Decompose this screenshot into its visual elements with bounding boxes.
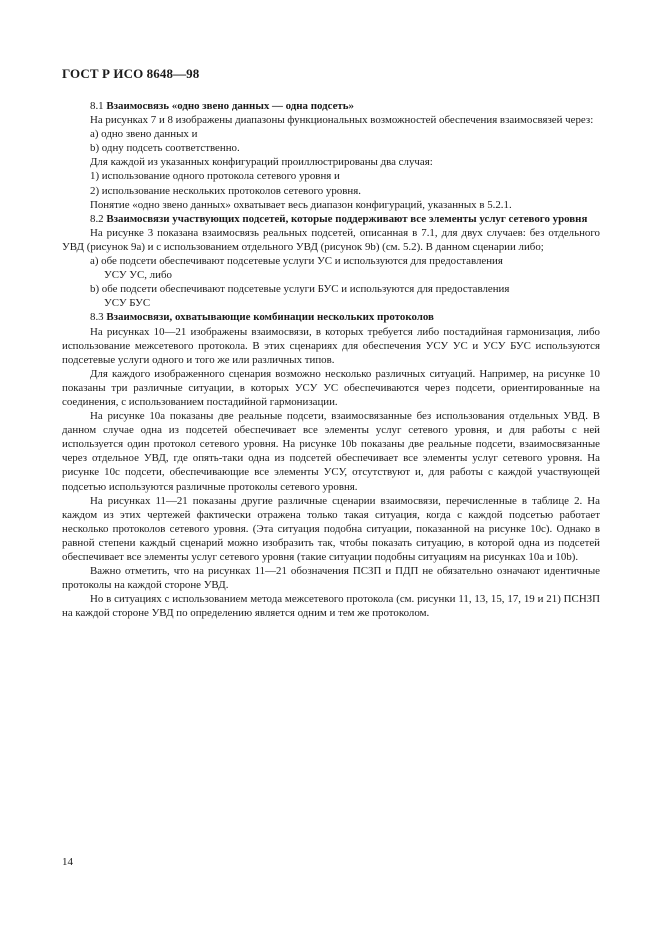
list-item: b) одну подсеть соответственно. (90, 142, 240, 155)
paragraph: На рисунке 10a показаны две реальные подсети, взаимосвязанные без использования отдельных УВД. В данном случае одна из подсетей обеспечивает все элементы услуг сетевого уровня, и для работы с ней используется один протокол сетевого уровня. На рисунке 10b показаны две реальные подсети, взаимосвязанные через отдельное УВД, где опять-таки одна из подсетей обеспечивает все элементы услуг сетевого уровня. На рисунке 10c подсети, обеспечивающие все элементы УСУ, отсутствуют и, для работы с каждой участвующей подсетью используются различные протоколы сетевого уровня. (62, 410, 600, 493)
paragraph: На рисунках 11—21 показаны другие различные сценарии взаимосвязи, перечисленные в таблице 2. На каждом из этих чертежей фактически отражена только такая ситуация, когда с каждой подсетью работает несколько протоколов сетевого уровня. (Эта ситуация подобна ситуации, показанной на рисунке 10c). Однако в равной степени каждый сценарий можно изобразить так, чтобы показать ситуацию, в которой одна из подсетей обеспечивает все элементы услуг сетевого уровня (такие ситуации подобны ситуациям на рисунках 10a и 10b). (62, 494, 600, 563)
section-title: Взаимосвязи участвующих подсетей, которые поддерживают все элементы услуг сетевого уровня (106, 212, 588, 225)
paragraph: Важно отметить, что на рисунках 11—21 обозначения ПСЗП и ПДП не обязательно означают идентичные протоколы на каждой стороне УВД. (62, 565, 600, 592)
section-title: Взаимосвязи, охватывающие комбинации нескольких протоколов (106, 311, 434, 324)
standard-header: ГОСТ Р ИСО 8648—98 (62, 66, 200, 81)
document-body (62, 99, 600, 620)
list-item: a) обе подсети обеспечивают подсетевые услуги УС и используются для предоставления (90, 255, 503, 268)
paragraph: Для каждого изображенного сценария возможно несколько различных ситуаций. Например, на рисунке 10 показаны три различные ситуации, в которых УСУ УС обеспечиваются через подсети, ориентированные на соединения, с использованием постадийной гармонизации. (62, 367, 600, 408)
page-number: 14 (62, 856, 73, 868)
section-number: 8.1 (90, 100, 104, 112)
paragraph: Но в ситуациях с использованием метода межсетевого протокола (см. рисунки 11, 13, 15, 17, 19 и 21) ПСНЗП на каждой стороне УВД по определению является одним и тем же протоколом. (62, 593, 600, 620)
section-8-2-heading (62, 212, 600, 226)
paragraph: Понятие «одно звено данных» охватывает весь диапазон конфигураций, указанных в 5.2.1. (90, 198, 512, 211)
list-item: 2) использование нескольких протоколов сетевого уровня. (90, 184, 361, 197)
section-8-1-heading (62, 99, 600, 113)
section-number: 8.3 (90, 311, 104, 324)
paragraph: На рисунке 3 показана взаимосвязь реальных подсетей, описанная в 7.1, для двух случаев: без отдельного УВД (рисунок 9a) и с использованием отдельного УВД (рисунок 9b) (см. 5.2). В данном сценарии либо; (62, 226, 600, 253)
paragraph: На рисунках 10—21 изображены взаимосвязи, в которых требуется либо постадийная гармонизация, либо использование межсетевого протокола. В этих сценариях для обеспечения УСУ УС и УСУ БУС используются подсетевые услуги одного и того же или различных типов. (62, 325, 600, 366)
paragraph: На рисунках 7 и 8 изображены диапазоны функциональных возможностей обеспечения взаимосвязей через: (90, 114, 594, 127)
list-item: a) одно звено данных и (90, 128, 198, 141)
section-number: 8.2 (90, 212, 104, 225)
list-item-continuation: УСУ УС, либо (104, 269, 172, 282)
list-item: 1) использование одного протокола сетевого уровня и (90, 170, 340, 183)
paragraph: Для каждой из указанных конфигураций проиллюстрированы два случая: (90, 156, 433, 169)
list-item-continuation: УСУ БУС (104, 297, 151, 310)
list-item: b) обе подсети обеспечивают подсетевые услуги БУС и используются для предоставления (90, 283, 510, 296)
section-title: Взаимосвязь «одно звено данных — одна подсеть» (106, 100, 354, 112)
section-8-3-heading (62, 310, 600, 324)
